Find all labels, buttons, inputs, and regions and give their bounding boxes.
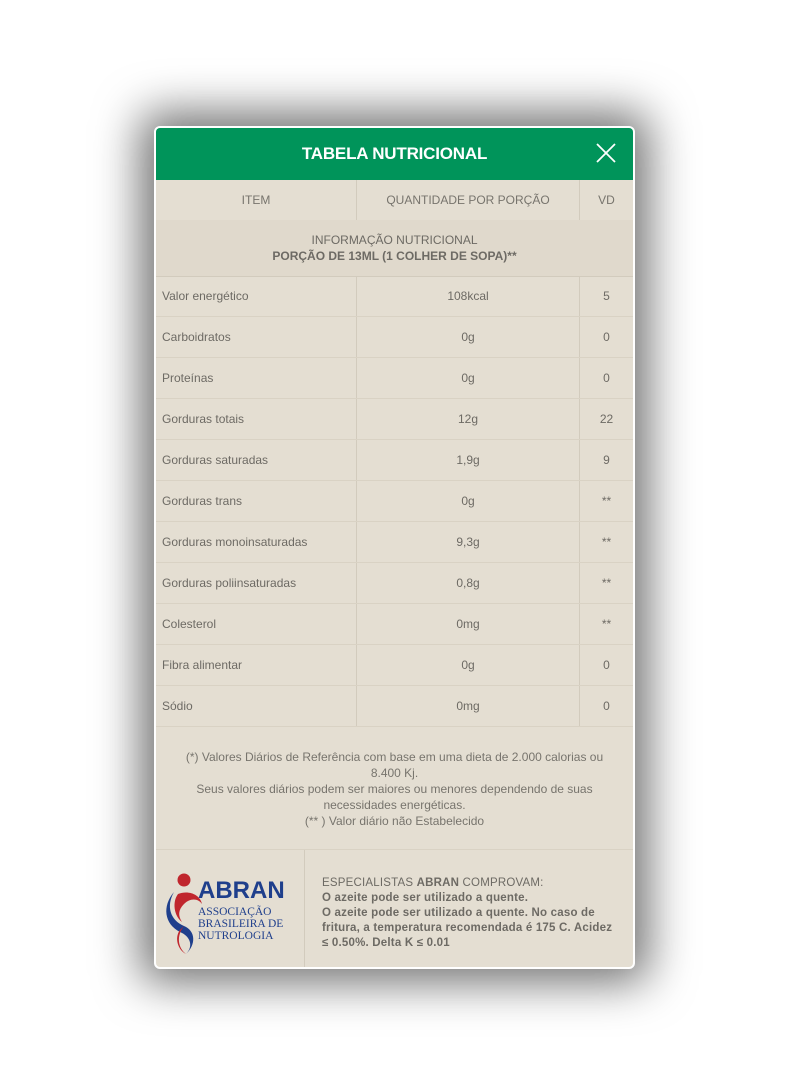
table-row [156,604,633,645]
row-quantity: 108kcal [357,276,580,316]
row-quantity: 12g [357,399,580,439]
abran-section [156,850,633,969]
row-vd: ** [601,494,612,508]
logo-abran: ABRAN [198,877,285,904]
row-vd: 0 [603,699,610,713]
row-quantity: 0g [357,358,580,398]
table-row [156,522,633,563]
close-icon [595,142,617,164]
table-row [156,563,633,604]
row-vd: 22 [599,412,614,426]
footnote-reference: (*) Valores Diários de Referência com base em uma dieta de 2.000 calorias ou 8.400 Kj. [185,749,604,780]
table-row [156,276,633,317]
row-vd: 0 [603,371,610,385]
row-quantity: 0mg [357,686,580,726]
row-item: Gorduras totais [156,399,357,439]
table-header-row [156,180,633,221]
logo-sub3: NUTROLOGIA [198,930,274,942]
abran-claim-2: O azeite pode ser utilizado a quente. No caso de fritura, a temperatura recomendada é 175 C. Acidez ≤ 0.50%. Delta K ≤ 0.01 [322,907,613,949]
row-item: Sódio [156,686,357,726]
row-item: Colesterol [156,604,357,644]
table-row [156,317,633,358]
row-item: Carboidratos [156,317,357,357]
row-quantity: 9,3g [357,522,580,562]
logo-sub2: BRASILEIRA DE [198,918,284,930]
portion-label: PORÇÃO DE 13ML (1 COLHER DE SOPA)** [272,249,517,263]
table-row [156,686,633,727]
abran-logo [156,850,305,969]
logo-sub1: ASSOCIAÇÃO [198,906,272,918]
table-row [156,440,633,481]
table-row [156,645,633,686]
footnote-variance: Seus valores diários podem ser maiores ou menores dependendo de suas necessidades energéticas. [196,781,593,812]
row-quantity: 0g [357,317,580,357]
abran-heading: ESPECIALISTAS ABRAN COMPROVAM: [322,877,544,889]
table-row [156,399,633,440]
row-vd: 0 [603,658,610,672]
table-row [156,481,633,522]
row-item: Gorduras poliinsaturadas [156,563,357,603]
footnote-not-established: (** ) Valor diário não Estabelecido [304,813,485,828]
column-header-vd: VD [598,193,615,207]
row-quantity: 0mg [357,604,580,644]
row-item: Fibra alimentar [156,645,357,685]
abran-claim-1: O azeite pode ser utilizado a quente. [322,892,529,904]
row-quantity: 1,9g [357,440,580,480]
row-item: Gorduras saturadas [156,440,357,480]
row-quantity: 0g [357,481,580,521]
row-item: Gorduras trans [156,481,357,521]
row-vd: ** [601,617,612,631]
footnote [156,728,633,850]
row-vd: 0 [603,330,610,344]
row-vd: 5 [603,289,610,303]
row-vd: ** [601,576,612,590]
row-quantity: 0g [357,645,580,685]
abran-figure-icon [156,850,304,969]
close-button[interactable] [595,142,617,164]
row-item: Proteínas [156,358,357,398]
column-header-quantity: QUANTIDADE POR PORÇÃO [357,180,580,220]
modal-header [156,128,633,180]
modal-title: TABELA NUTRICIONAL [301,144,488,163]
info-title: INFORMAÇÃO NUTRICIONAL [311,233,478,247]
row-item: Valor energético [156,276,357,316]
row-vd: 9 [603,453,610,467]
nutrition-info-heading [156,220,633,277]
abran-statement [322,876,622,951]
row-quantity: 0,8g [357,563,580,603]
row-item: Gorduras monoinsaturadas [156,522,357,562]
nutrition-modal [154,126,635,969]
table-row [156,358,633,399]
nutrition-table-body [156,276,633,727]
row-vd: ** [601,535,612,549]
column-header-item: ITEM [156,180,357,220]
